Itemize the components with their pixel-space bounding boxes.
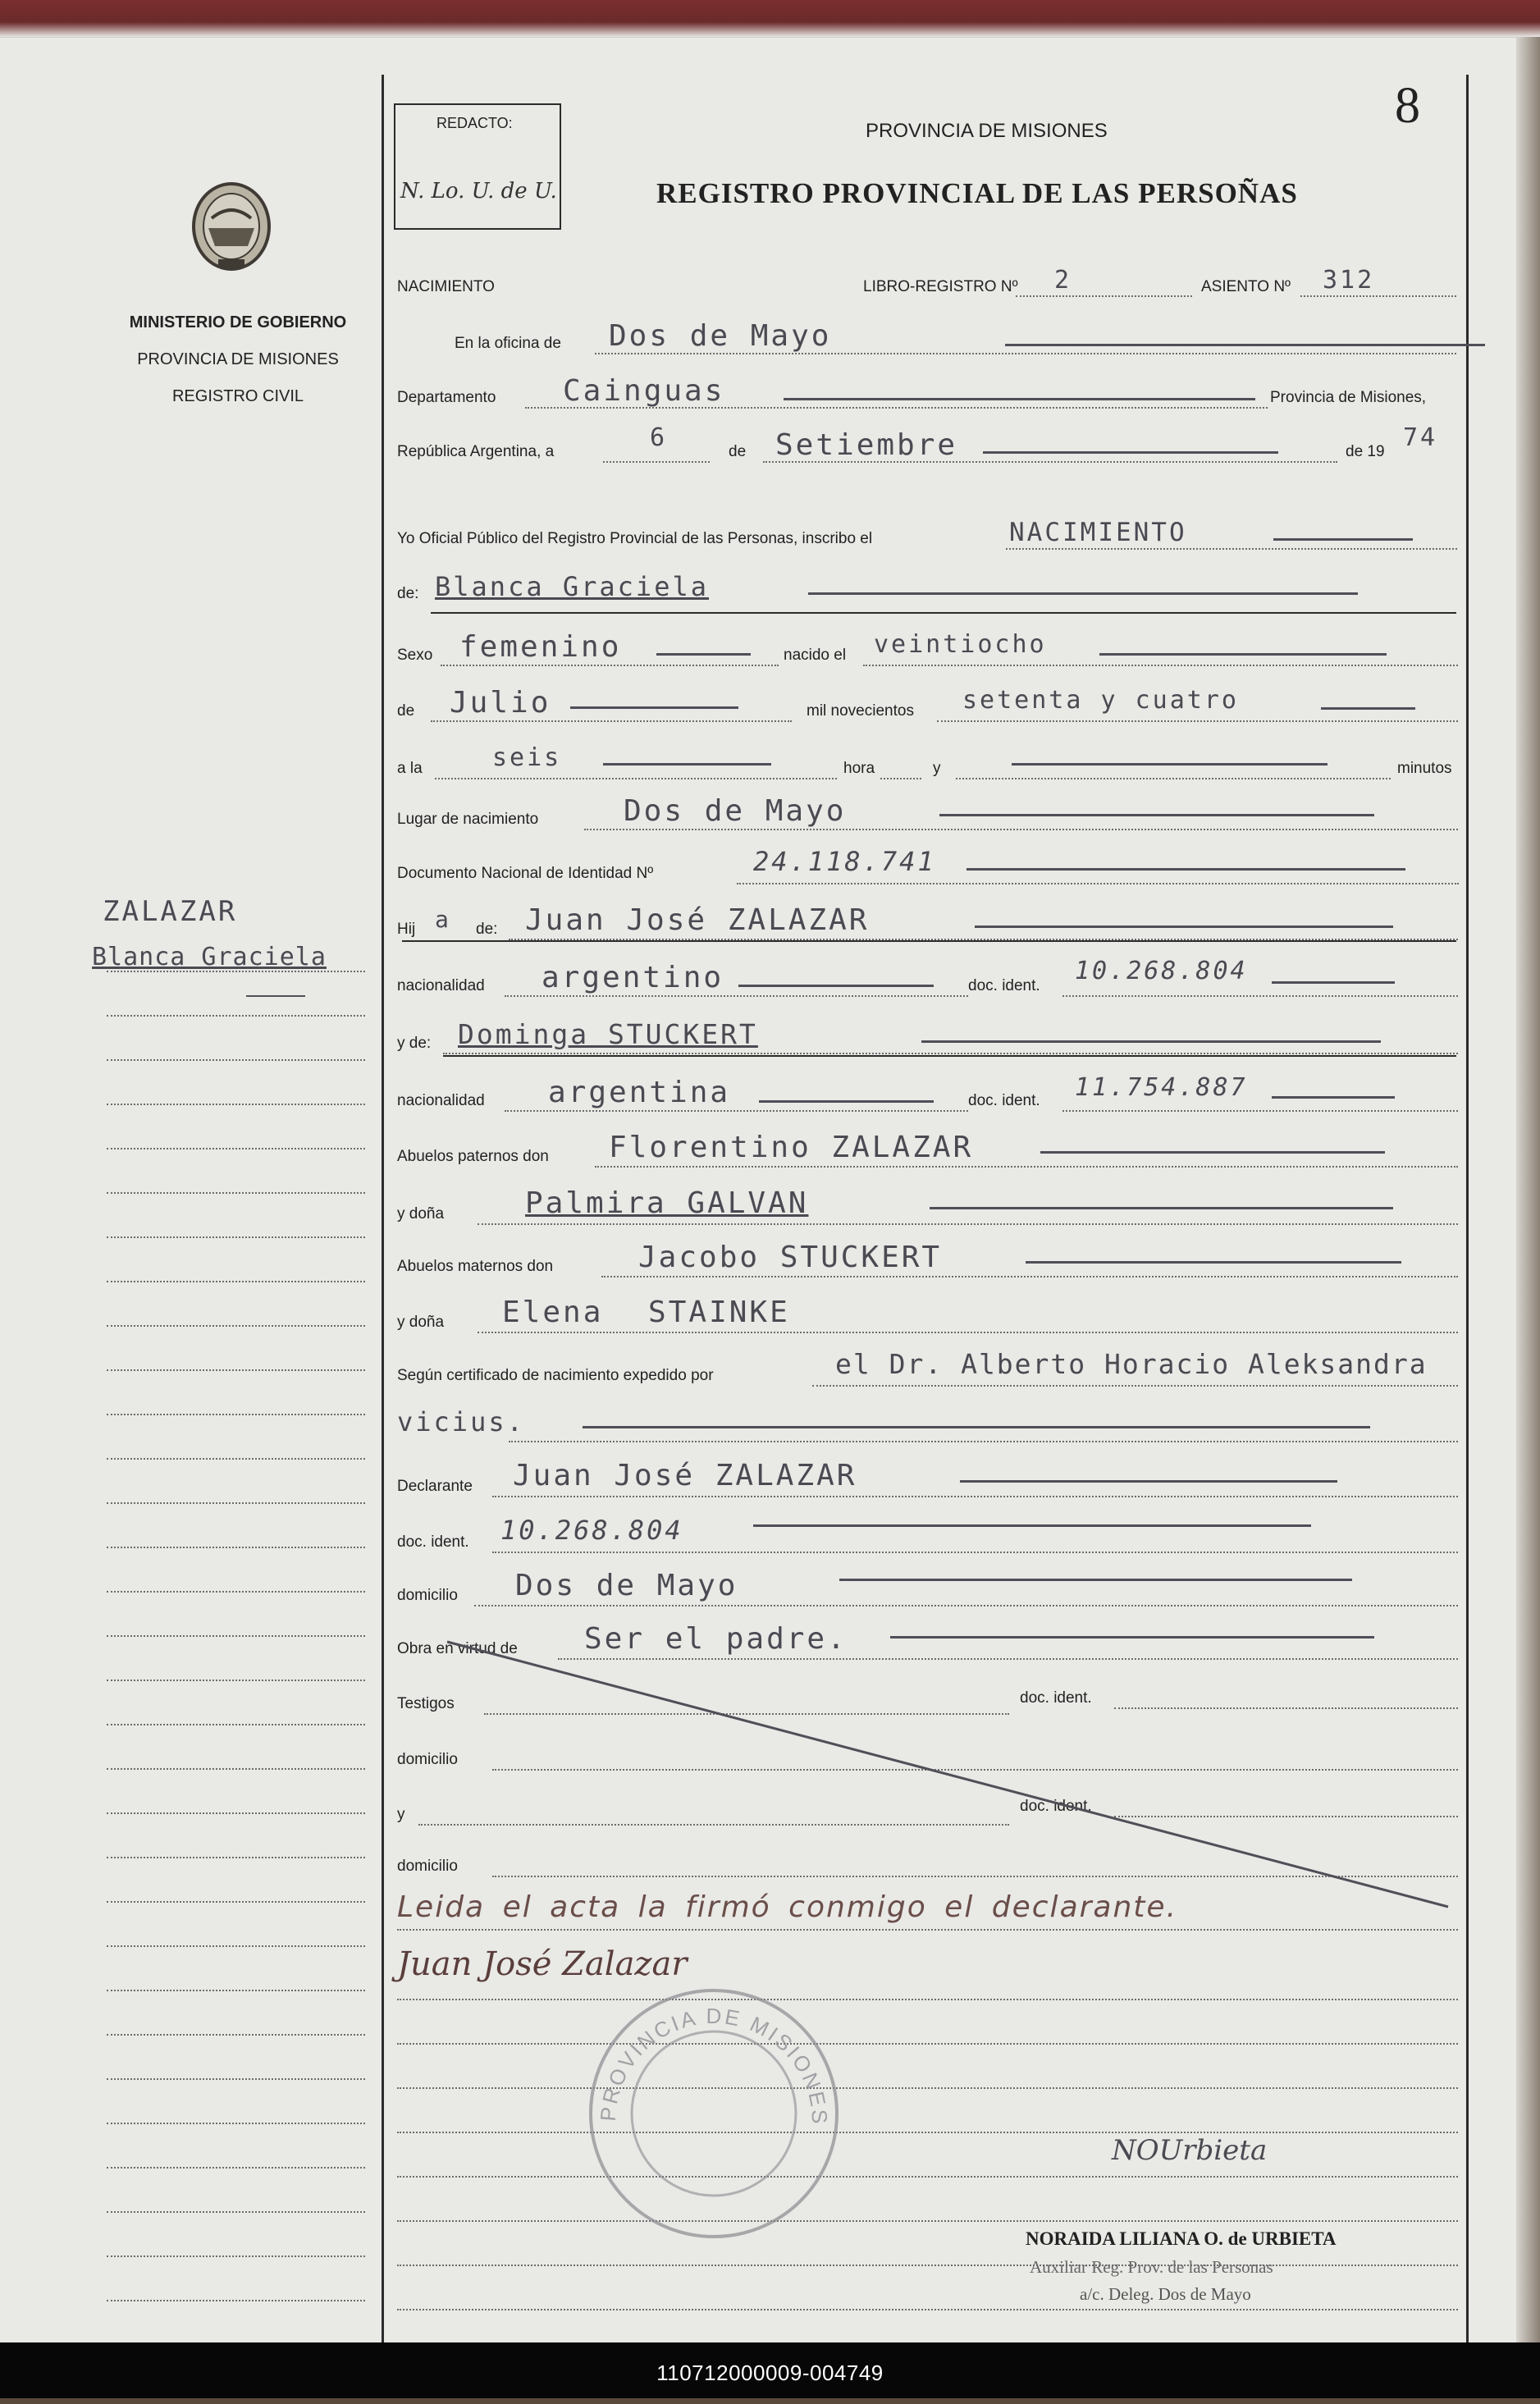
stroke-doc-declarante [753,1524,1311,1527]
value-domicilio-decl: Dos de Mayo [515,1569,738,1602]
margin-ruled-line [107,2167,365,2169]
label-y-de-madre: y de: [397,1035,432,1052]
stroke-certificado [583,1426,1370,1428]
margin-ruled-line [107,2078,365,2080]
label-nac-padre: nacionalidad [397,977,485,994]
value-nac-padre: argentino [542,961,724,994]
label-hora: hora [843,760,875,777]
stroke-oficina [1005,344,1485,346]
stroke-dni [966,868,1405,871]
body-ruled-line [397,2176,1458,2178]
value-anio-nac: setenta y cuatro [962,686,1239,715]
value-madre: Dominga STUCKERT [458,1018,758,1050]
margin-ruled-line [107,1502,365,1504]
dots-nac-madre [505,1110,968,1112]
value-mes-nac: Julio [450,686,551,720]
margin-ruled-line [107,1945,365,1947]
margin-ruled-line [107,1059,365,1061]
label-de-nombre: de: [397,585,419,602]
label-obra: Obra en virtud de [397,1640,518,1657]
margin-given-name: Blanca Graciela [92,943,327,971]
label-segun: Según certificado de nacimiento expedido por [397,1367,714,1384]
label-y-dona-mat: y doña [397,1314,445,1331]
margin-ruled-line [107,1369,365,1371]
dots-sexo [441,665,779,666]
label-domicilio-testigo-2: domicilio [397,1858,458,1875]
label-de-19: de 19 [1346,443,1385,460]
label-mil-novecientos: mil novecientos [807,702,914,720]
margin-ruled-line [107,1458,365,1460]
value-nombre: Blanca Graciela [435,571,709,602]
margin-ruled-line [107,971,365,972]
ministry-emblem [182,177,281,276]
official-title: Auxiliar Reg. Prov. de las Personas [1030,2257,1273,2277]
value-departamento: Cainguas [563,374,725,408]
stroke-domicilio-decl [839,1579,1352,1581]
dots-dni [737,883,1459,884]
value-asiento: 312 [1323,266,1375,295]
body-ruled-line [397,2309,1458,2310]
label-doc-testigo-2: doc. ident. [1020,1798,1092,1815]
stroke-doc-padre [1272,981,1395,984]
registry-page [0,37,1516,2343]
value-libro: 2 [1054,266,1072,295]
stroke-mes-nac [570,706,738,709]
seal-text: PROVINCIA DE MISIONES [595,2003,833,2127]
margin-ruled-line [107,1104,365,1105]
dots-dia [603,461,710,463]
dots-libro [1016,295,1192,297]
stroke-sexo [656,653,751,656]
redacto-label: REDACTO: [436,115,513,131]
margin-ruled-line [107,2211,365,2213]
stroke-minutos [1012,763,1328,766]
value-declarante: Juan José ZALAZAR [513,1459,857,1492]
dots-mes-nac [431,720,792,722]
registry-title: REGISTRO PROVINCIAL DE LAS PERSOÑAS [656,177,1298,209]
margin-ruled-line [107,1724,365,1725]
margin-ruled-line [107,1547,365,1548]
label-y-dona-pat: y doña [397,1205,445,1223]
value-anio: 74 [1403,423,1438,452]
body-ruled-line [397,2220,1458,2222]
label-nacido-el: nacido el [784,647,847,664]
body-ruled-line [397,2087,1458,2089]
file-id-bar [0,2342,1540,2398]
margin-ruled-line [107,1325,365,1327]
value-nac-madre: argentina [548,1076,731,1109]
book-top-edge [0,0,1540,37]
stroke-lugar [939,814,1374,816]
label-declarante: Declarante [397,1478,473,1495]
value-abuelo-pat: Florentino ZALAZAR [609,1131,974,1164]
label-nacimiento: NACIMIENTO [397,278,495,295]
stroke-madre [921,1040,1381,1043]
official-signature: NOUrbieta [1112,2134,1268,2167]
stroke-padre [975,925,1393,928]
value-abuela-pat: Palmira GALVAN [525,1186,809,1220]
dots-doc-declarante [492,1552,1458,1553]
margin-ruled-line [107,2123,365,2124]
stroke-anio-nac [1321,707,1415,710]
value-doc-madre: 11.754.887 [1075,1073,1248,1102]
redacto-box [394,103,561,230]
margin-ruled-line [107,1236,365,1238]
value-nacido-el: veintiocho [874,630,1047,659]
dots-hora-2 [880,778,921,779]
label-hijo: Hij [397,921,416,938]
rule-nombre [431,612,1456,614]
margin-ruled-line [107,1414,365,1415]
label-y-testigo-2: y [397,1806,405,1823]
label-lugar: Lugar de nacimiento [397,811,539,828]
dots-asiento [1300,295,1456,297]
stroke-departamento [784,398,1255,400]
label-yo-oficial: Yo Oficial Público del Registro Provincial de las Personas, inscribo el [397,530,873,547]
book-right-edge [1516,37,1540,2342]
label-asiento: ASIENTO Nº [1201,278,1291,295]
value-oficina: Dos de Mayo [609,319,832,353]
stroke-mes [983,451,1278,454]
stroke-hora [603,763,771,766]
label-provincia-de: Provincia de Misiones, [1270,389,1427,406]
margin-ruled-line [107,1192,365,1194]
stroke-doc-madre [1272,1096,1395,1099]
body-ruled-line [397,2132,1458,2133]
label-doc-declarante: doc. ident. [397,1533,469,1551]
stroke-nac-padre [738,985,934,987]
margin-ruled-line [107,1901,365,1903]
stroke-declarante [960,1480,1337,1483]
side-ministry: MINISTERIO DE GOBIERNO [129,313,347,331]
margin-ruled-line [107,1281,365,1282]
value-obra: Ser el padre. [584,1622,848,1656]
margin-ruled-line [107,1990,365,1991]
dots-lugar [584,829,1458,830]
stroke-abuela-pat [930,1207,1393,1209]
dots-anio-nac [937,720,1458,722]
margin-ruled-line [107,1812,365,1814]
left-rule [382,75,384,2356]
value-doc-padre: 10.268.804 [1075,957,1248,985]
dots-doc-padre [1062,995,1458,997]
side-registry: REGISTRO CIVIL [171,387,304,405]
dots-nacido [863,665,1458,666]
label-libro: LIBRO-REGISTRO Nº [863,278,1018,295]
label-departamento: Departamento [397,389,496,406]
dots-nac-padre [505,995,968,997]
label-domicilio-testigo-1: domicilio [397,1751,458,1768]
dots-domicilio-decl [474,1605,1458,1606]
body-ruled-line [397,2265,1458,2266]
value-dia: 6 [650,423,668,452]
margin-ruled-line [107,1591,365,1593]
value-doc-declarante: 10.268.804 [500,1515,683,1546]
value-certificado: el Dr. Alberto Horacio Aleksandra [835,1348,1428,1380]
margin-ruled-line [107,1635,365,1637]
dots-cierre [397,1929,1458,1931]
dots-certificado-2 [509,1441,1458,1442]
stroke-nacido [1099,653,1387,656]
margin-ruled-line [107,1857,365,1858]
label-testigos: Testigos [397,1695,455,1712]
label-republica: República Argentina, a [397,443,555,460]
value-cierre: Leida el acta la firmó conmigo el declarante. [397,1890,1178,1924]
hijo-suffix: a [435,906,451,933]
value-sexo: femenino [459,630,622,664]
value-padre: Juan José ZALAZAR [525,903,870,937]
dots-abuela-mat [478,1332,1458,1333]
label-nac-madre: nacionalidad [397,1092,485,1109]
dots-declarante [492,1496,1458,1497]
dots-abuela-pat [478,1223,1458,1225]
label-de-mes: de [729,443,747,460]
label-doc-padre: doc. ident. [968,977,1040,994]
label-y-minutos: y [933,760,941,777]
stroke-nombre [808,592,1358,595]
label-abuelos-pat: Abuelos paternos don [397,1148,549,1165]
label-doc-madre: doc. ident. [968,1092,1040,1109]
value-abuela-mat: Elena STAINKE [502,1296,790,1329]
value-lugar: Dos de Mayo [624,794,847,828]
dots-abuelo-pat [595,1166,1458,1168]
official-office: a/c. Deleg. Dos de Mayo [1080,2284,1251,2304]
dots-madre [443,1053,1458,1054]
dots-acto [1006,548,1457,550]
official-seal [583,1982,845,2245]
margin-surname: ZALAZAR [103,895,238,928]
label-minutos: minutos [1397,760,1452,777]
margin-ruled-line [107,2034,365,2036]
cancel-diagonal [443,1638,1460,1917]
label-abuelos-mat: Abuelos maternos don [397,1258,554,1275]
margin-ruled-line [107,1148,365,1149]
dots-abuelo-mat [601,1276,1458,1277]
dots-doc-madre [1062,1110,1458,1112]
rule-madre [443,1055,1456,1057]
stroke-acto [1273,538,1413,541]
label-dni: Documento Nacional de Identidad Nº [397,865,654,882]
label-doc-testigo-1: doc. ident. [1020,1689,1092,1707]
margin-ruled-line [107,1680,365,1681]
redacto-initials: N. Lo. U. de U. [400,179,557,203]
stroke-nac-madre [759,1100,934,1103]
signature-declarante: Juan José Zalazar [397,1945,688,1983]
body-ruled-line [397,2043,1458,2045]
label-oficina: En la oficina de [455,335,561,352]
margin-dash [246,995,305,997]
value-abuelo-mat: Jacobo STUCKERT [638,1241,943,1274]
dots-minutos [956,778,1391,779]
value-acto: NACIMIENTO [1009,518,1187,547]
margin-ruled-line [107,2300,365,2301]
value-mes: Setiembre [775,428,958,462]
value-certificado-2: vicius. [397,1406,525,1437]
body-ruled-line [397,1999,1458,2000]
label-de-mes-nac: de [397,702,415,720]
margin-ruled-line [107,1015,365,1017]
rule-padre [402,940,1456,942]
margin-ruled-line [107,1768,365,1770]
stroke-abuelo-mat [1026,1261,1401,1264]
value-hora: seis [492,743,562,772]
margin-ruled-line [107,2255,365,2257]
page-number: 8 [1395,78,1420,134]
stroke-abuelo-pat [1040,1151,1385,1154]
official-name: NORAIDA LILIANA O. de URBIETA [1026,2228,1337,2249]
label-domicilio-decl: domicilio [397,1587,458,1604]
dots-oficina [595,353,1456,354]
label-de-padre: de: [476,921,498,938]
file-id: 110712000009-004749 [656,2361,884,2385]
province-header: PROVINCIA DE MISIONES [866,120,1108,142]
side-province: PROVINCIA DE MISIONES [137,350,339,368]
dots-hora [435,778,837,779]
right-rule [1466,75,1469,2356]
dots-certificado [812,1385,1458,1387]
label-sexo: Sexo [397,647,433,664]
value-dni: 24.118.741 [753,846,936,877]
label-a-la: a la [397,760,423,777]
